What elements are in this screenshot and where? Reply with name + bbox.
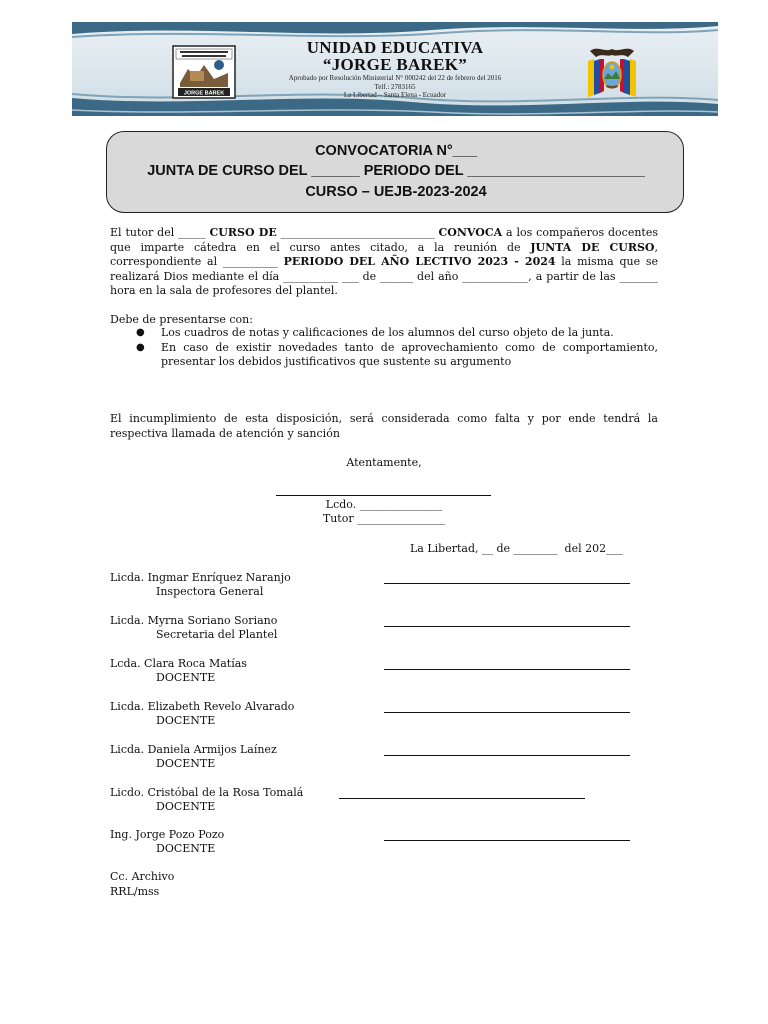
p1-bold-periodo: PERIODO DEL AÑO LECTIVO 2023 - 2024 [283,255,556,268]
p1-bold-convoca: CONVOCA [438,226,503,239]
convocation-paragraph [110,226,658,299]
tutor-signature-line [276,495,491,496]
course-code: CURSO – UEJB-2023-2024 [305,184,487,200]
p1-bold-curso: CURSO DE [209,226,277,239]
signature-line [384,669,630,670]
requirements-intro: Debe de presentarse con: [110,313,253,326]
p1-text-e: a los compañeros docentes que imparte cátedra en el curso antes citado, a la reunión de [110,226,658,254]
tutor-label-line: Tutor ________________ [322,512,446,525]
sanction-paragraph: El incumplimiento de esta disposición, será considerada como falta y por ende tendrá la respectiva llamada de atención y sanción [110,412,658,440]
date-line: La Libertad, __ de ________ del 202___ [410,542,623,555]
signature-block [110,700,670,730]
copy-notation [110,870,174,899]
title-box [106,131,684,213]
signer-name: Licdo. Cristóbal de la Rosa Tomalá [110,786,304,799]
school-location: La Libertad – Santa Elena - Ecuador [343,91,447,99]
ministerial-approval: Aprobado por Resolución Ministerial N° 000242 del 22 de febrero del 2016 [288,74,502,82]
signer-role: DOCENTE [156,800,216,813]
signature-block [110,571,670,601]
signer-name: Licda. Myrna Soriano Soriano [110,614,278,627]
signer-role: DOCENTE [156,714,216,727]
signature-line [339,798,585,799]
requirements-list [136,326,658,370]
list-item [136,341,658,370]
tutor-lcdo-line: Lcdo. _______________ [325,498,443,511]
signer-role: DOCENTE [156,842,216,855]
reference-initials: RRL/mss [110,884,160,898]
ecuador-coat-of-arms-icon [584,43,640,101]
signature-block [110,786,670,816]
p1-text-i: la misma que se realizará Dios mediante el día __________ ___ de ______ del año ____________, a partir de las _______ hora en la sala de profesores del plantel. [110,255,658,297]
signer-name: Ing. Jorge Pozo Pozo [110,828,225,841]
signer-role: Secretaria del Plantel [156,628,278,641]
signature-block [110,657,670,687]
signature-block [110,743,670,773]
p1-bold-junta: JUNTA DE CURSO [530,240,655,254]
school-name-line2: “JORGE BAREK” [322,55,468,74]
p1-text-c: ____________________________ [276,226,439,239]
list-item [136,326,658,341]
signer-name: Licda. Ingmar Enríquez Naranjo [110,571,291,584]
signer-role: DOCENTE [156,671,216,684]
letterhead-banner [72,22,718,116]
signature-line [384,755,630,756]
closing-salutation: Atentamente, [346,456,422,469]
bullet-icon: ● [136,327,145,338]
junta-title: JUNTA DE CURSO DEL ______ PERIODO DEL ______________________ [147,163,645,179]
cc-archive: Cc. Archivo [110,870,175,883]
signature-line [384,583,630,584]
p1-text-a: El tutor del _____ [110,226,210,239]
signature-line [384,626,630,627]
school-name-line1: UNIDAD EDUCATIVA [306,38,484,57]
signer-role: Inspectora General [156,585,264,598]
list-item-text: Los cuadros de notas y calificaciones de los alumnos del curso objeto de la junta. [161,326,614,339]
signature-block [110,828,670,858]
signer-name: Licda. Daniela Armijos Laínez [110,743,277,756]
convocatoria-number: CONVOCATORIA N°___ [315,143,477,159]
school-phone: Telf.: 2783165 [374,83,416,91]
signature-line [384,840,630,841]
svg-text:JORGE BAREK: JORGE BAREK [183,90,225,97]
signature-line [384,712,630,713]
list-item-text: En caso de existir novedades tanto de aprovechamiento como de comportamiento, presentar los debidos justificativos que sustente su argumento [161,340,658,368]
bullet-icon: ● [136,341,145,353]
signer-name: Lcda. Clara Roca Matías [110,657,247,670]
signer-name: Licda. Elizabeth Revelo Alvarado [110,700,295,713]
p1-text-g: , correspondiente al __________ [110,240,658,268]
signature-block [110,614,670,644]
signer-role: DOCENTE [156,757,216,770]
